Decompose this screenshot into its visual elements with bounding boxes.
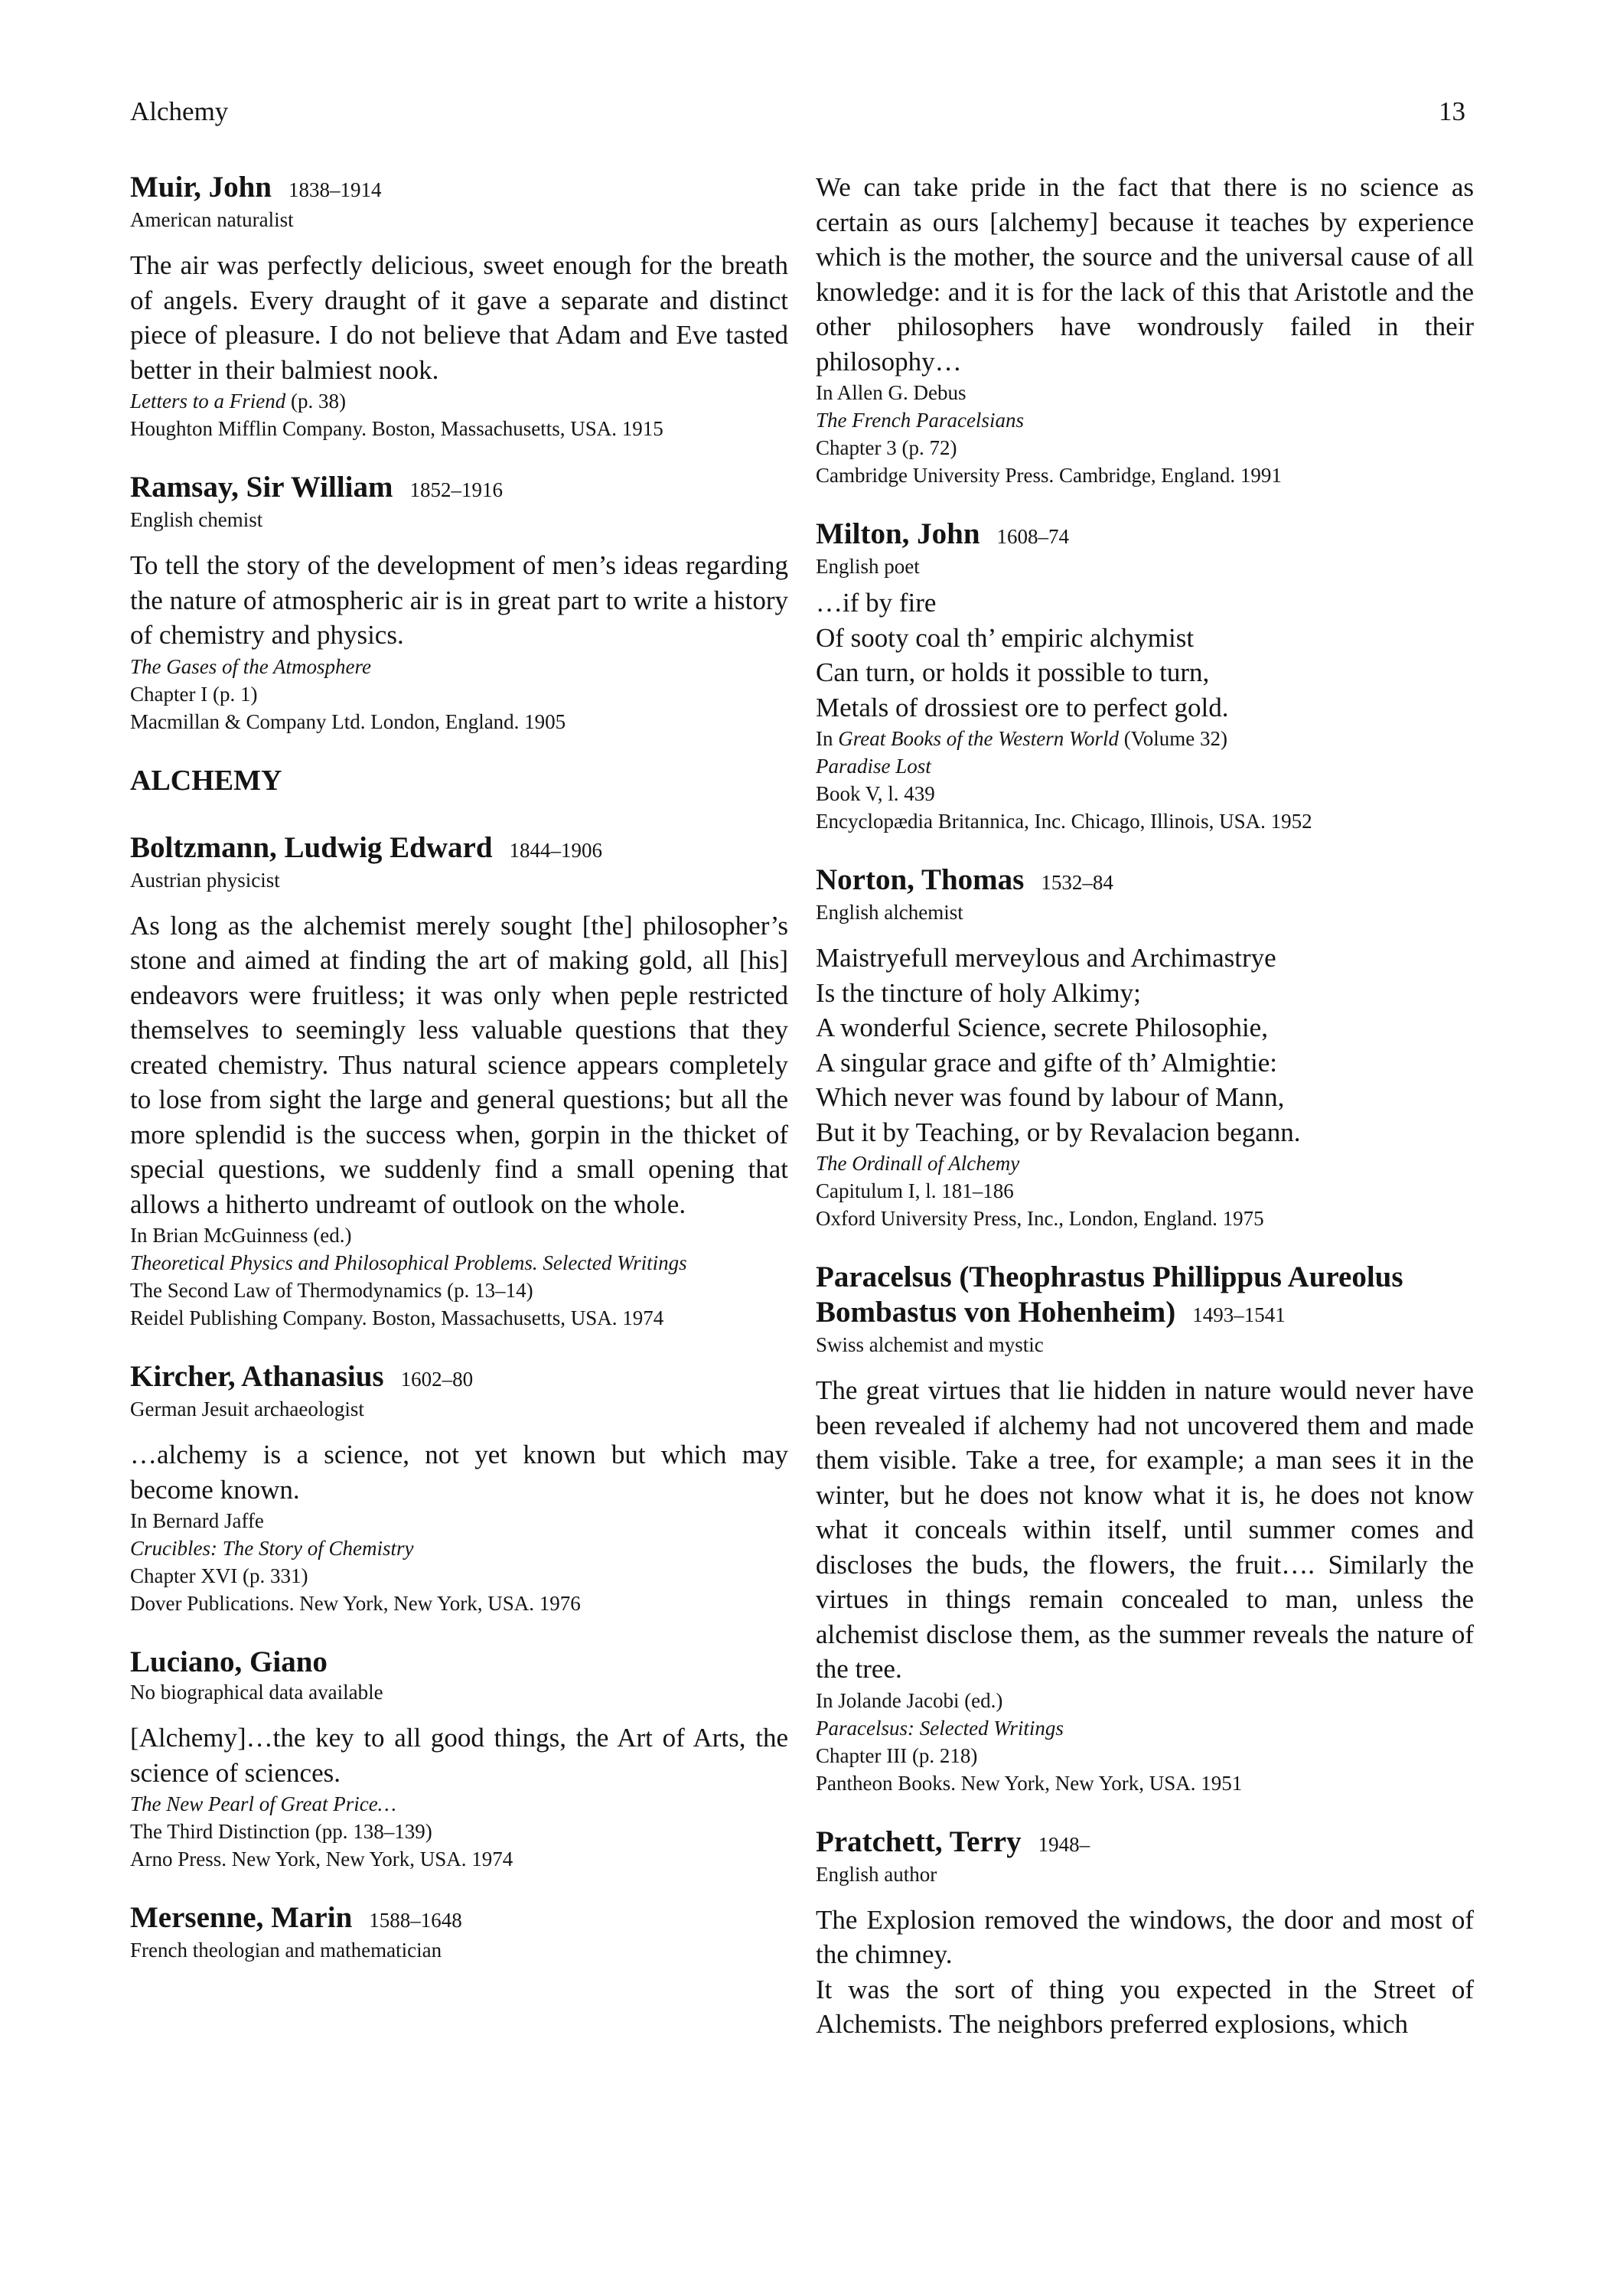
source-publisher: Oxford University Press, Inc., London, England. 1975 [816, 1207, 1264, 1230]
author-description: English alchemist [816, 901, 963, 924]
entry-mersenne [130, 1900, 788, 1963]
author-name-line2: Bombastus von Hohenheim) [816, 1296, 1176, 1329]
entry-heading [130, 830, 788, 868]
author-description: Austrian physicist [130, 868, 280, 892]
author-description: American naturalist [130, 208, 294, 231]
source-chapter: Capitulum I, l. 181–186 [816, 1179, 1014, 1202]
author-name: Muir, John [130, 171, 272, 204]
entry-muir [130, 170, 788, 442]
running-head [130, 96, 1465, 127]
source-title: Great Books of the Western World [838, 727, 1119, 750]
quote-text: The great virtues that lie hidden in nature would never have been revealed if alchemy had not uncovered them and made them visible. Take a tree, for example; a man sees it in the winter, but he does not know what it is, he does not know what it conceals within itself, until summer comes and discloses the buds, the flowers, the fruit…. Similarly the virtues in things remain concealed to man, unless the alchemist disclose them, as the summer reveals the nature of the tree. [816, 1375, 1474, 1684]
source-title: Theoretical Physics and Philosophical Problems. Selected Writings [130, 1251, 687, 1274]
quote-text-cont: It was the sort of thing you expected in the Street of Alchemists. The neighbors preferred explosions, which [816, 1974, 1474, 2039]
entry-boltzmann [130, 830, 788, 1332]
author-dates: 1493–1541 [1192, 1303, 1286, 1326]
entry-heading [816, 517, 1474, 554]
verse-line: A singular grace and gifte of th’ Almightie: [816, 1047, 1277, 1078]
author-dates: 1602–80 [400, 1368, 474, 1391]
entry-heading [130, 170, 788, 207]
source-publisher: Encyclopædia Britannica, Inc. Chicago, Illinois, USA. 1952 [816, 810, 1312, 833]
source-title: Letters to a Friend [130, 390, 286, 413]
source-title: The Gases of the Atmosphere [130, 654, 371, 678]
entry-heading [130, 1645, 788, 1680]
source-chapter: The Third Distinction (pp. 138–139) [130, 1820, 432, 1843]
quote-text: As long as the alchemist merely sought [the] philosopher’s stone and aimed at finding the art of making gold, all [his] endeavors were fruitless; it was only when peple restricted themselves to seemingly less valuable questions that they created chemistry. Thus natural science appears completely to lose from sight the large and general questions; but all the more splendid is the success when, gorpin in the thicket of special questions, we suddenly find a small opening that allows a hitherto undreamt of outlook on the whole. [130, 910, 788, 1219]
entry-heading [816, 1825, 1474, 1862]
source-title: Paracelsus: Selected Writings [816, 1716, 1064, 1740]
author-dates: 1588–1648 [369, 1909, 462, 1932]
source-chapter: Chapter I (p. 1) [130, 682, 258, 706]
source-publisher: Arno Press. New York, New York, USA. 1974 [130, 1848, 513, 1870]
author-dates: 1844–1906 [509, 838, 603, 862]
entry-pratchett [816, 1825, 1474, 2042]
source-line [130, 387, 788, 415]
verse-line: Is the tincture of holy Alkimy; [816, 977, 1141, 1008]
verse-line: Which never was found by labour of Mann, [816, 1082, 1285, 1112]
author-description: English author [816, 1862, 937, 1886]
author-name: Kircher, Athanasius [130, 1360, 384, 1393]
author-name-line1: Paracelsus (Theophrastus Phillippus Aureolus [816, 1261, 1403, 1293]
entry-mersenne-continued [816, 170, 1474, 489]
source-publisher: Cambridge University Press. Cambridge, England. 1991 [816, 464, 1282, 487]
author-description: No biographical data available [130, 1681, 383, 1704]
source-chapter: Chapter XVI (p. 331) [130, 1564, 308, 1587]
author-dates: 1532–84 [1041, 871, 1113, 894]
source-chapter: Chapter 3 (p. 72) [816, 436, 957, 459]
author-name: Ramsay, Sir William [130, 471, 393, 504]
source-publisher: Pantheon Books. New York, New York, USA. 1951 [816, 1771, 1243, 1795]
quote-text: …alchemy is a science, not yet known but which may become known. [130, 1440, 788, 1505]
author-name: Milton, John [816, 517, 980, 550]
entry-heading [130, 470, 788, 507]
author-name: Luciano, Giano [130, 1645, 328, 1678]
source-editor: In Jolande Jacobi (ed.) [816, 1688, 1003, 1712]
verse-line: …if by fire [816, 588, 937, 618]
entry-ramsay [130, 470, 788, 735]
entry-paracelsus [816, 1260, 1474, 1797]
source-editor: In Bernard Jaffe [130, 1509, 264, 1532]
entry-heading [816, 1260, 1474, 1295]
author-name: Pratchett, Terry [816, 1825, 1022, 1858]
entry-heading [130, 1359, 788, 1397]
source-title: The French Paracelsians [816, 409, 1024, 432]
source-prefix: In [816, 727, 839, 750]
author-description: German Jesuit archaeologist [130, 1397, 364, 1420]
entry-norton [816, 863, 1474, 1232]
quote-text: To tell the story of the development of men’s ideas regarding the nature of atmospheric air is in great part to write a history of chemistry and physics. [130, 550, 788, 650]
source-publisher: Dover Publications. New York, New York, USA. 1976 [130, 1592, 581, 1615]
verse-line: But it by Teaching, or by Revalacion begann. [816, 1117, 1301, 1147]
left-column [130, 170, 788, 1991]
author-name: Norton, Thomas [816, 863, 1025, 896]
entry-kircher [130, 1359, 788, 1617]
author-dates: 1608–74 [996, 525, 1070, 548]
author-dates: 1838–1914 [288, 178, 382, 201]
author-dates: 1852–1916 [409, 478, 503, 501]
source-line [816, 725, 1474, 752]
quote-text: The air was perfectly delicious, sweet enough for the breath of angels. Every draught of it gave a separate and distinct piece of pleasure. I do not believe that Adam and Eve tasted better in their balmiest nook. [130, 250, 788, 385]
source-work: Paradise Lost [816, 755, 931, 778]
entry-heading-cont [816, 1295, 1474, 1332]
source-publisher: Houghton Mifflin Company. Boston, Massachusetts, USA. 1915 [130, 417, 663, 440]
quote-text: The Explosion removed the windows, the door and most of the chimney. [816, 1904, 1474, 1969]
source-chapter: The Second Law of Thermodynamics (p. 13–14) [130, 1279, 533, 1302]
source-publisher: Reidel Publishing Company. Boston, Massachusetts, USA. 1974 [130, 1306, 664, 1329]
author-description: English poet [816, 555, 920, 578]
source-page: (p. 38) [285, 390, 346, 413]
source-editor: In Brian McGuinness (ed.) [130, 1224, 352, 1247]
source-publisher: Macmillan & Company Ltd. London, England. 1905 [130, 709, 566, 733]
entry-heading [816, 863, 1474, 900]
verse-line: Metals of drossiest ore to perfect gold. [816, 692, 1229, 722]
author-description: English chemist [130, 508, 263, 531]
right-column [816, 170, 1474, 2069]
author-name: Mersenne, Marin [130, 1901, 353, 1934]
verse-line: Can turn, or holds it possible to turn, [816, 657, 1210, 687]
entry-milton [816, 517, 1474, 835]
source-editor: In Allen G. Debus [816, 381, 966, 404]
quote-text: [Alchemy]…the key to all good things, the Art of Arts, the science of sciences. [130, 1723, 788, 1788]
source-title: The Ordinall of Alchemy [816, 1152, 1020, 1175]
source-title: The New Pearl of Great Price… [130, 1792, 396, 1815]
quote-text: We can take pride in the fact that there is no science as certain as ours [alchemy] because it teaches by experience which is the mother, the source and the universal cause of all knowledge: and it is for the lack of this that Aristotle and the other philosophers have wondrously failed in their philosophy… [816, 172, 1474, 377]
running-head-title: Alchemy [130, 96, 229, 126]
author-description: French theologian and mathematician [130, 1939, 442, 1962]
verse-line: A wonderful Science, secrete Philosophie, [816, 1013, 1268, 1042]
entry-heading [130, 1900, 788, 1938]
source-chapter: Book V, l. 439 [816, 782, 935, 805]
section-heading: ALCHEMY [130, 764, 282, 797]
source-chapter: Chapter III (p. 218) [816, 1743, 978, 1767]
verse-line: Maistryefull merveylous and Archimastrye [816, 943, 1276, 973]
author-description: Swiss alchemist and mystic [816, 1333, 1044, 1356]
page-number: 13 [1439, 96, 1465, 126]
author-dates: 1948– [1038, 1832, 1090, 1856]
author-name: Boltzmann, Ludwig Edward [130, 830, 493, 864]
source-title: Crucibles: The Story of Chemistry [130, 1537, 414, 1560]
source-volume: (Volume 32) [1118, 727, 1227, 750]
entry-luciano [130, 1645, 788, 1873]
verse-line: Of sooty coal th’ empiric alchymist [816, 622, 1195, 653]
